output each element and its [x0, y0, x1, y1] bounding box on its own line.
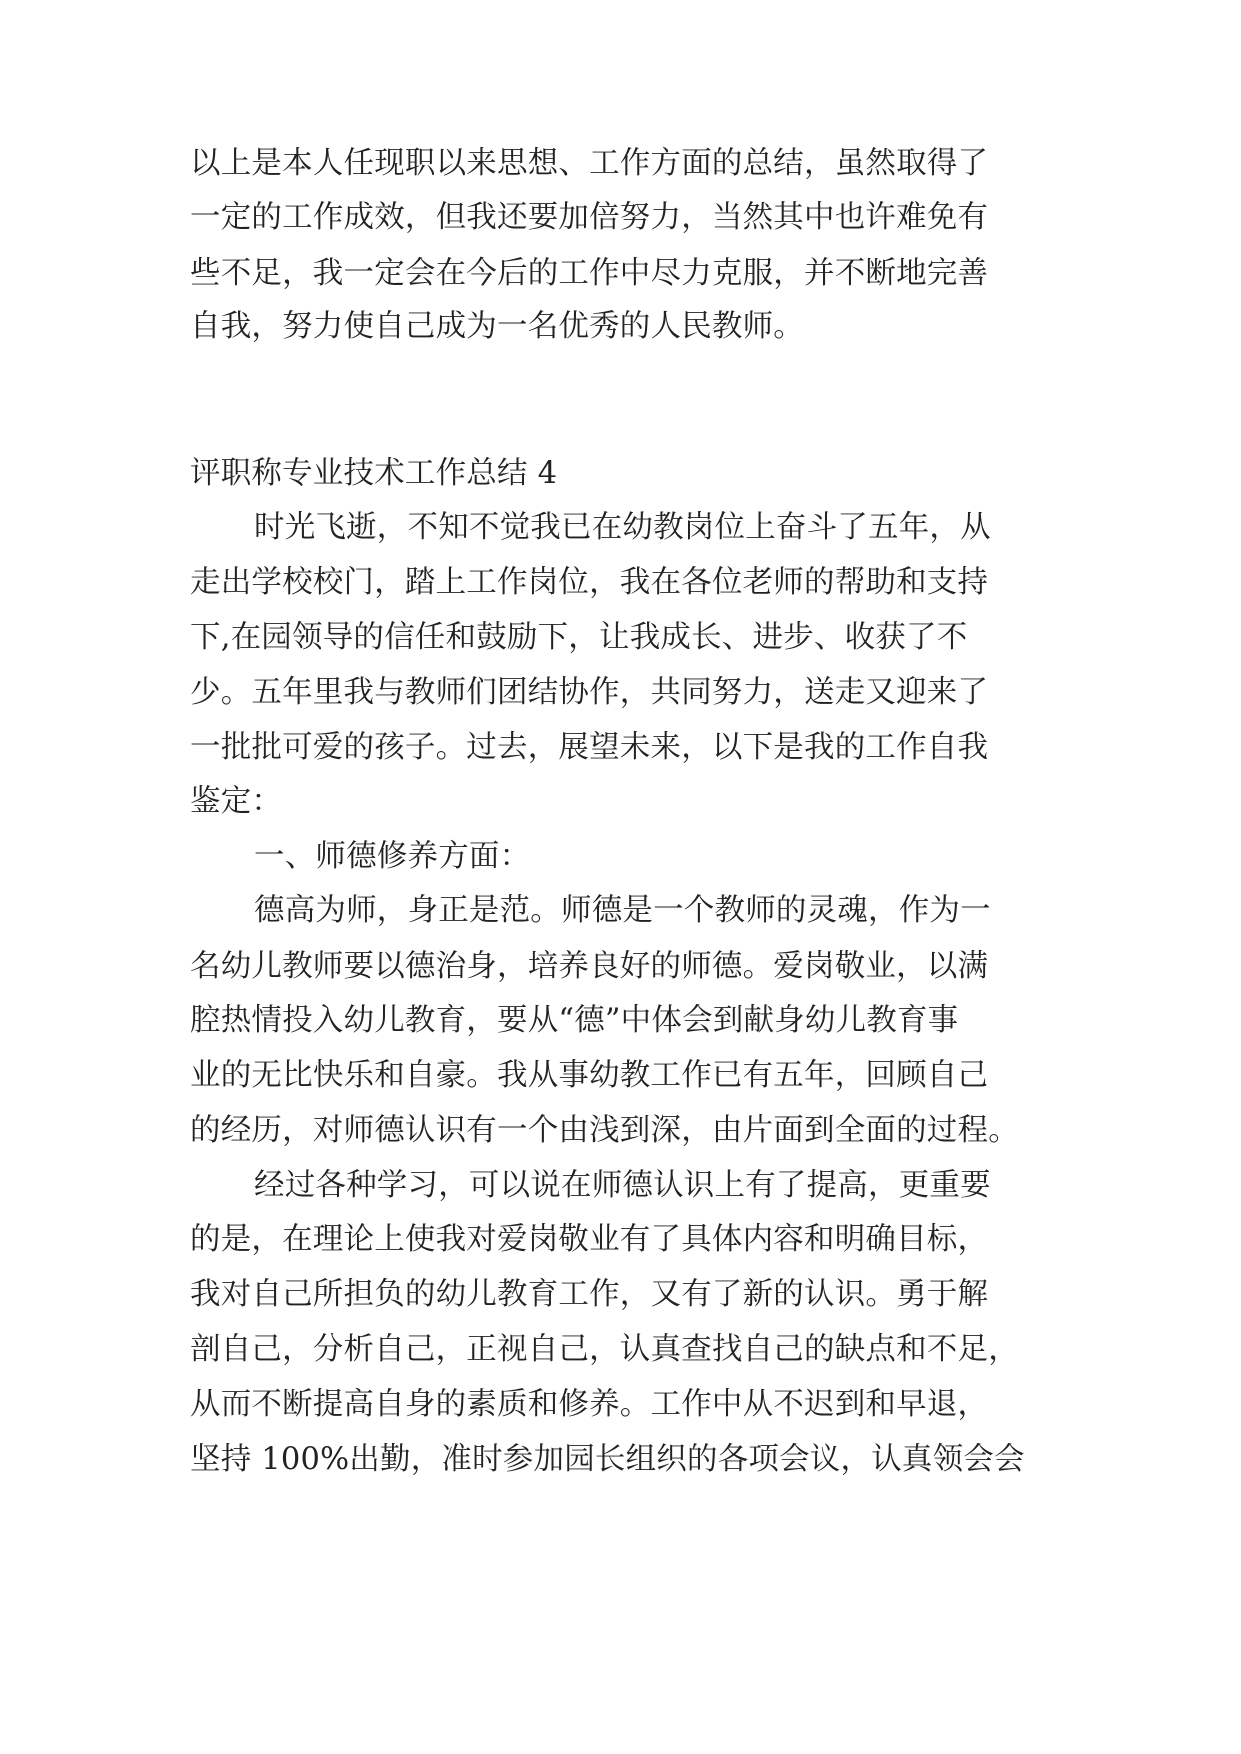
- paragraph-line-20: 从而不断提高自身的素质和修养。工作中从不迟到和早退，: [190, 1387, 989, 1422]
- paragraph-line-21: 坚持 100%出勤，准时参加园长组织的各项会议，认真领会会: [190, 1442, 1025, 1477]
- paragraph-line-7: 下,在园领导的信任和鼓励下，让我成长、进步、收获了不: [190, 620, 968, 655]
- paragraph-line-10: 鉴定：: [190, 784, 283, 819]
- paragraph-line-1: 以上是本人任现职以来思想、工作方面的总结，虽然取得了: [190, 146, 989, 181]
- paragraph-line-9: 一批批可爱的孩子。过去，展望未来，以下是我的工作自我: [190, 730, 989, 765]
- paragraph-line-4: 自我，努力使自己成为一名优秀的人民教师。: [190, 309, 804, 344]
- subsection-heading: 一、师德修养方面：: [254, 839, 531, 874]
- paragraph-line-14: 业的无比快乐和自豪。我从事幼教工作已有五年，回顾自己: [190, 1058, 989, 1093]
- section-title: 评职称专业技术工作总结 4: [190, 456, 558, 491]
- paragraph-line-3: 些不足，我一定会在今后的工作中尽力克服，并不断地完善: [190, 256, 989, 291]
- paragraph-line-15: 的经历，对师德认识有一个由浅到深，由片面到全面的过程。: [190, 1113, 1019, 1148]
- paragraph-line-19: 剖自己，分析自己，正视自己，认真查找自己的缺点和不足，: [190, 1332, 1019, 1367]
- paragraph-line-18: 我对自己所担负的幼儿教育工作，又有了新的认识。勇于解: [190, 1277, 989, 1312]
- paragraph-line-2: 一定的工作成效，但我还要加倍努力，当然其中也许难免有: [190, 200, 989, 235]
- paragraph-line-5: 时光飞逝，不知不觉我已在幼教岗位上奋斗了五年，从: [254, 510, 991, 545]
- paragraph-line-11: 德高为师，身正是范。师德是一个教师的灵魂，作为一: [254, 893, 991, 928]
- paragraph-line-13: 腔热情投入幼儿教育，要从“德”中体会到献身幼儿教育事: [190, 1003, 959, 1038]
- paragraph-line-6: 走出学校校门，踏上工作岗位，我在各位老师的帮助和支持: [190, 565, 989, 600]
- paragraph-line-12: 名幼儿教师要以德治身，培养良好的师德。爱岗敬业，以满: [190, 949, 989, 984]
- paragraph-line-16: 经过各种学习，可以说在师德认识上有了提高，更重要: [254, 1168, 991, 1203]
- paragraph-line-17: 的是，在理论上使我对爱岗敬业有了具体内容和明确目标，: [190, 1222, 989, 1257]
- paragraph-line-8: 少。五年里我与教师们团结协作，共同努力，送走又迎来了: [190, 675, 989, 710]
